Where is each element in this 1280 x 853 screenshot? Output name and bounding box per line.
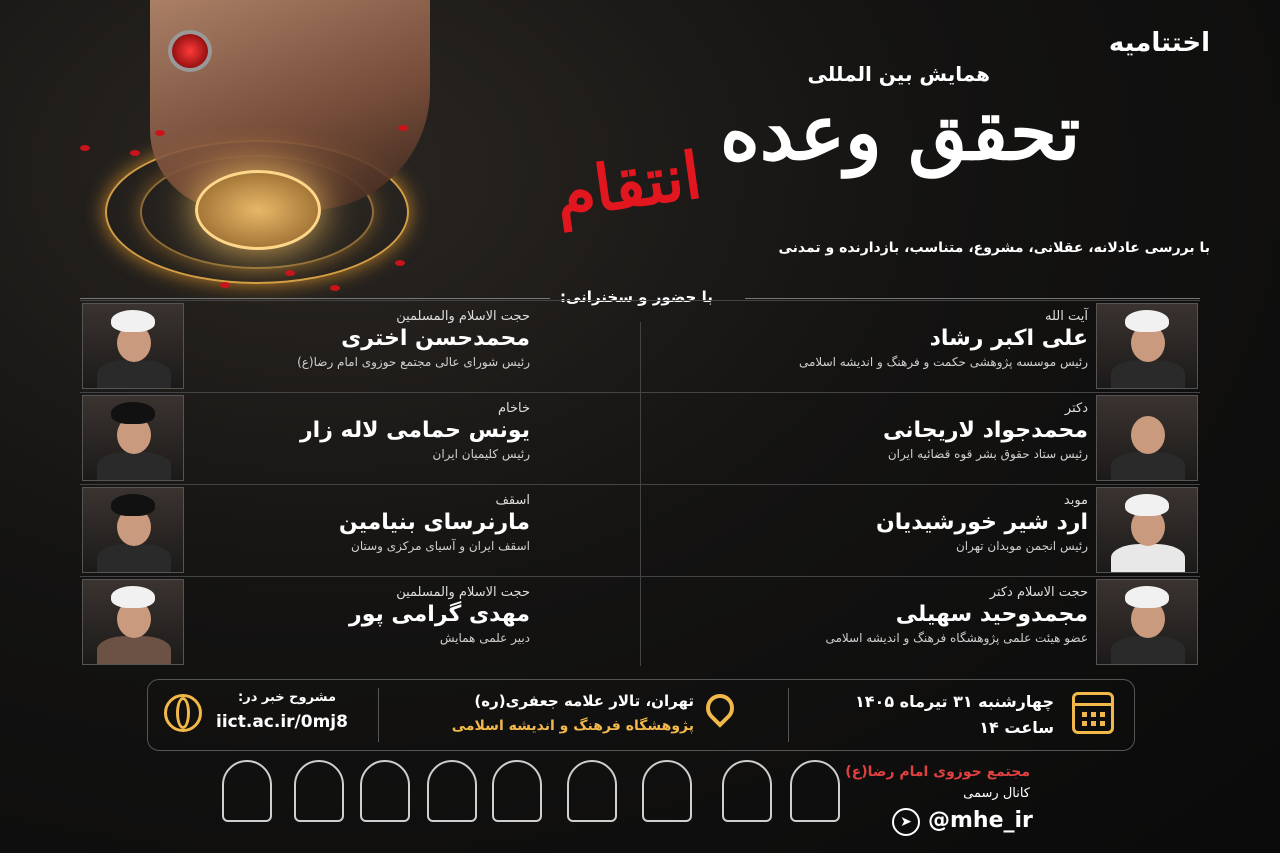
- closing-label: اختتامیه: [1108, 28, 1210, 58]
- speaker-name: محمدحسن اختری: [341, 326, 530, 351]
- partner-logo: [360, 760, 410, 822]
- speaker-role: اسقف ایران و آسیای مرکزی وستان: [351, 539, 530, 553]
- speaker-photo: [1096, 395, 1198, 481]
- channel-org: مجتمع حوزوی امام رضا(ع): [845, 764, 1030, 780]
- title-red: انتقام: [550, 138, 706, 233]
- speaker-photo: [1096, 303, 1198, 389]
- news-label: مشروح خبر در:: [238, 690, 336, 705]
- speaker-card: [640, 300, 1200, 387]
- channel-handle[interactable]: @mhe_ir: [928, 808, 1033, 833]
- tagline: با بررسی عادلانه، عقلانی، مشروع، متناسب، بازدارنده و تمدنی: [778, 240, 1210, 256]
- speaker-photo: [82, 487, 184, 573]
- speaker-role: رئیس موسسه پژوهشی حکمت و فرهنگ و اندیشه اسلامی: [798, 355, 1088, 369]
- partner-logo: [492, 760, 542, 822]
- speaker-photo: [82, 303, 184, 389]
- speaker-role: دبیر علمی همایش: [439, 631, 530, 645]
- partner-logo: [722, 760, 772, 822]
- speaker-card: [640, 576, 1200, 663]
- speaker-role: عضو هیئت علمی پژوهشگاه فرهنگ و اندیشه اسلامی: [825, 631, 1088, 645]
- golden-seal: [195, 170, 321, 250]
- speaker-card: [80, 576, 640, 663]
- partner-logo: [294, 760, 344, 822]
- rose-petal: [395, 260, 405, 266]
- speaker-title: خاخام: [497, 401, 530, 416]
- partner-logo: [567, 760, 617, 822]
- speaker-photo: [1096, 579, 1198, 665]
- partner-logo: [790, 760, 840, 822]
- partner-logo: [642, 760, 692, 822]
- speaker-role: رئیس کلیمیان ایران: [432, 447, 530, 461]
- speaker-name: علی اکبر رشاد: [929, 326, 1088, 351]
- speaker-photo: [1096, 487, 1198, 573]
- partner-logos: [222, 760, 842, 840]
- speaker-photo: [82, 579, 184, 665]
- speaker-title: دکتر: [1064, 401, 1088, 416]
- rose-petal: [330, 285, 340, 291]
- rose-petal: [155, 130, 165, 136]
- speaker-photo: [82, 395, 184, 481]
- speaker-card: [640, 484, 1200, 571]
- partner-logo: [427, 760, 477, 822]
- news-link[interactable]: iict.ac.ir/0mj8: [216, 712, 348, 732]
- speaker-title: حجت الاسلام والمسلمین: [396, 585, 530, 600]
- location-pin-icon: [700, 688, 740, 728]
- event-info-bar: [147, 679, 1135, 751]
- telegram-icon: ➤: [892, 808, 920, 836]
- speaker-card: [80, 392, 640, 479]
- event-date: چهارشنبه ۳۱ تیرماه ۱۴۰۵: [855, 692, 1054, 711]
- conference-type: همایش بین المللی: [807, 62, 990, 86]
- rose-petal: [220, 282, 230, 288]
- rose-petal: [398, 125, 408, 131]
- speaker-name: مهدی گرامی پور: [349, 602, 530, 627]
- speaker-name: ارد شیر خورشیدیان: [875, 510, 1088, 535]
- speaker-card: [80, 484, 640, 571]
- rose-petal: [130, 150, 140, 156]
- speaker-role: رئیس ستاد حقوق بشر قوه قضائیه ایران: [887, 447, 1088, 461]
- speaker-title: حجت الاسلام دکتر: [989, 585, 1088, 600]
- speaker-card: [80, 300, 640, 387]
- divider: [788, 688, 789, 742]
- speaker-title: آیت الله: [1045, 309, 1088, 324]
- title-main: تحقق وعده: [720, 88, 1081, 177]
- rose-petal: [80, 145, 90, 151]
- channel-label: کانال رسمی: [963, 786, 1030, 801]
- speaker-card: [640, 392, 1200, 479]
- speaker-title: موبد: [1063, 493, 1088, 508]
- event-venue: پژوهشگاه فرهنگ و اندیشه اسلامی: [451, 718, 694, 734]
- speaker-title: اسقف: [495, 493, 530, 508]
- channel-info: [845, 764, 1030, 801]
- ruby-ring: [168, 30, 212, 72]
- speaker-name: محمدجواد لاریجانی: [882, 418, 1088, 443]
- rose-petal: [285, 270, 295, 276]
- divider: [378, 688, 379, 742]
- partner-logo: [222, 760, 272, 822]
- speaker-role: رئیس شورای عالی مجتمع حوزوی امام رضا(ع): [297, 355, 530, 369]
- event-location: تهران، تالار علامه جعفری(ره): [474, 692, 694, 710]
- globe-icon: [164, 694, 202, 732]
- speaker-name: مارنرسای بنیامین: [338, 510, 530, 535]
- speaker-name: مجمدوحید سهیلی: [895, 602, 1088, 627]
- speaker-name: یونس حمامی لاله زار: [300, 418, 530, 443]
- event-time: ساعت ۱۴: [979, 718, 1054, 737]
- calendar-icon: [1072, 692, 1114, 734]
- divider: [745, 298, 1200, 299]
- divider: [80, 298, 550, 299]
- speakers-heading: با حضور و سخنرانی:: [560, 288, 713, 306]
- speaker-role: رئیس انجمن موبدان تهران: [955, 539, 1088, 553]
- speaker-title: حجت الاسلام والمسلمین: [396, 309, 530, 324]
